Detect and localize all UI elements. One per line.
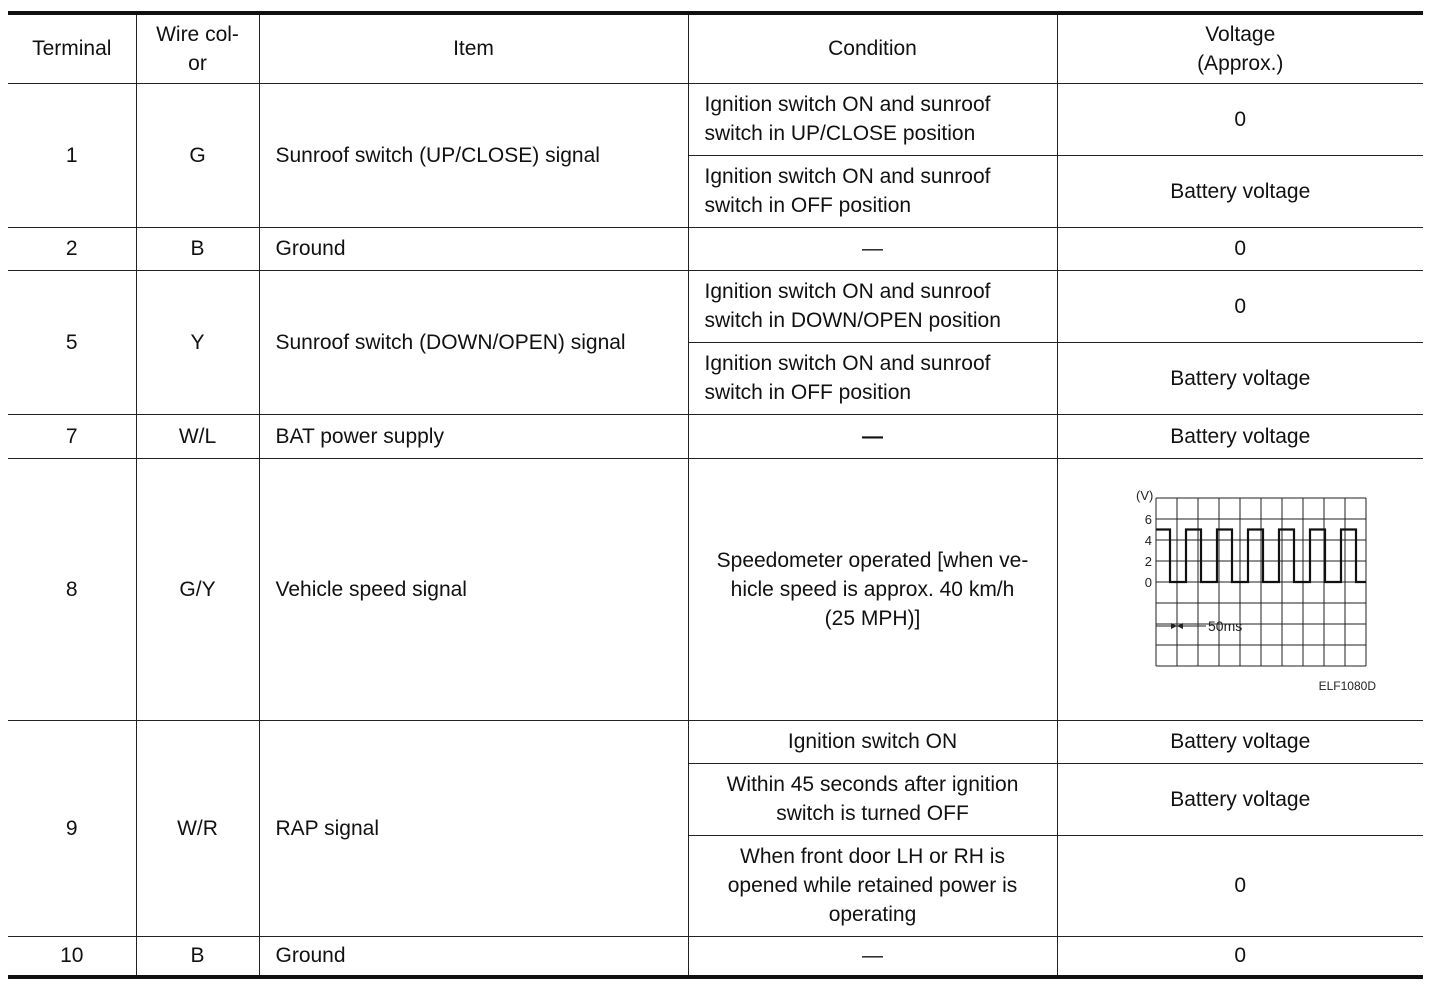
table-row <box>8 720 1423 763</box>
wire-color-cell: B <box>136 936 259 977</box>
y-unit-label: (V) <box>1136 488 1154 503</box>
condition-cell: Ignition switch ON and sunroof switch in DOWN/OPEN position <box>688 270 1057 342</box>
waveform-graph <box>1110 484 1377 694</box>
header-voltage: Voltage (Approx.) <box>1057 13 1423 83</box>
terminal-cell: 1 <box>8 83 136 227</box>
table-row <box>8 270 1423 342</box>
y-tick-label: 6 <box>1145 512 1153 527</box>
voltage-cell: Battery voltage <box>1057 763 1423 835</box>
condition-cell: — <box>688 936 1057 977</box>
condition-cell: Ignition switch ON and sunroof switch in OFF position <box>688 155 1057 227</box>
voltage-cell: Battery voltage <box>1057 414 1423 458</box>
terminal-cell: 5 <box>8 270 136 414</box>
item-cell: Sunroof switch (UP/CLOSE) signal <box>259 83 688 227</box>
table-row <box>8 414 1423 458</box>
y-tick-label: 0 <box>1145 575 1153 590</box>
y-tick-label: 4 <box>1145 533 1153 548</box>
condition-cell: Ignition switch ON <box>688 720 1057 763</box>
condition-cell: Ignition switch ON and sunroof switch in UP/CLOSE position <box>688 83 1057 155</box>
voltage-cell: 0 <box>1057 835 1423 936</box>
voltage-cell: Battery voltage <box>1057 720 1423 763</box>
header-item: Item <box>259 13 688 83</box>
item-cell: Ground <box>259 936 688 977</box>
terminal-cell: 2 <box>8 227 136 270</box>
voltage-cell: Battery voltage <box>1057 155 1423 227</box>
voltage-cell-waveform <box>1057 458 1423 720</box>
voltage-cell: 0 <box>1057 83 1423 155</box>
item-cell: RAP signal <box>259 720 688 936</box>
condition-cell: — <box>688 414 1057 458</box>
time-scale-label: 50ms <box>1208 618 1243 634</box>
terminal-cell: 7 <box>8 414 136 458</box>
table-row <box>8 458 1423 720</box>
header-row <box>8 13 1423 83</box>
table-row <box>8 227 1423 270</box>
header-terminal: Terminal <box>8 13 136 83</box>
wire-color-cell: G <box>136 83 259 227</box>
condition-cell: Speedometer operated [when ve- hicle speed is approx. 40 km/h (25 MPH)] <box>688 458 1057 720</box>
voltage-cell: Battery voltage <box>1057 342 1423 414</box>
terminal-cell: 9 <box>8 720 136 936</box>
figure-id-label: ELF1080D <box>1318 679 1377 693</box>
waveform-figure <box>1110 484 1377 694</box>
wire-color-cell: W/R <box>136 720 259 936</box>
condition-cell: Within 45 seconds after ignition switch is turned OFF <box>688 763 1057 835</box>
wire-color-cell: G/Y <box>136 458 259 720</box>
condition-cell: Ignition switch ON and sunroof switch in OFF position <box>688 342 1057 414</box>
item-cell: Sunroof switch (DOWN/OPEN) signal <box>259 270 688 414</box>
header-condition: Condition <box>688 13 1057 83</box>
item-cell: Vehicle speed signal <box>259 458 688 720</box>
item-cell: BAT power supply <box>259 414 688 458</box>
item-cell: Ground <box>259 227 688 270</box>
terminal-table <box>8 11 1423 979</box>
voltage-cell: 0 <box>1057 270 1423 342</box>
wire-color-cell: Y <box>136 270 259 414</box>
wire-color-cell: W/L <box>136 414 259 458</box>
table-row <box>8 936 1423 977</box>
condition-cell: — <box>688 227 1057 270</box>
header-wire-color: Wire col- or <box>136 13 259 83</box>
terminal-cell: 8 <box>8 458 136 720</box>
condition-cell: When front door LH or RH is opened while retained power is operating <box>688 835 1057 936</box>
y-tick-label: 2 <box>1145 554 1153 569</box>
terminal-cell: 10 <box>8 936 136 977</box>
voltage-cell: 0 <box>1057 936 1423 977</box>
wire-color-cell: B <box>136 227 259 270</box>
terminal-spec-sheet <box>8 11 1423 986</box>
table-row <box>8 83 1423 155</box>
voltage-cell: 0 <box>1057 227 1423 270</box>
